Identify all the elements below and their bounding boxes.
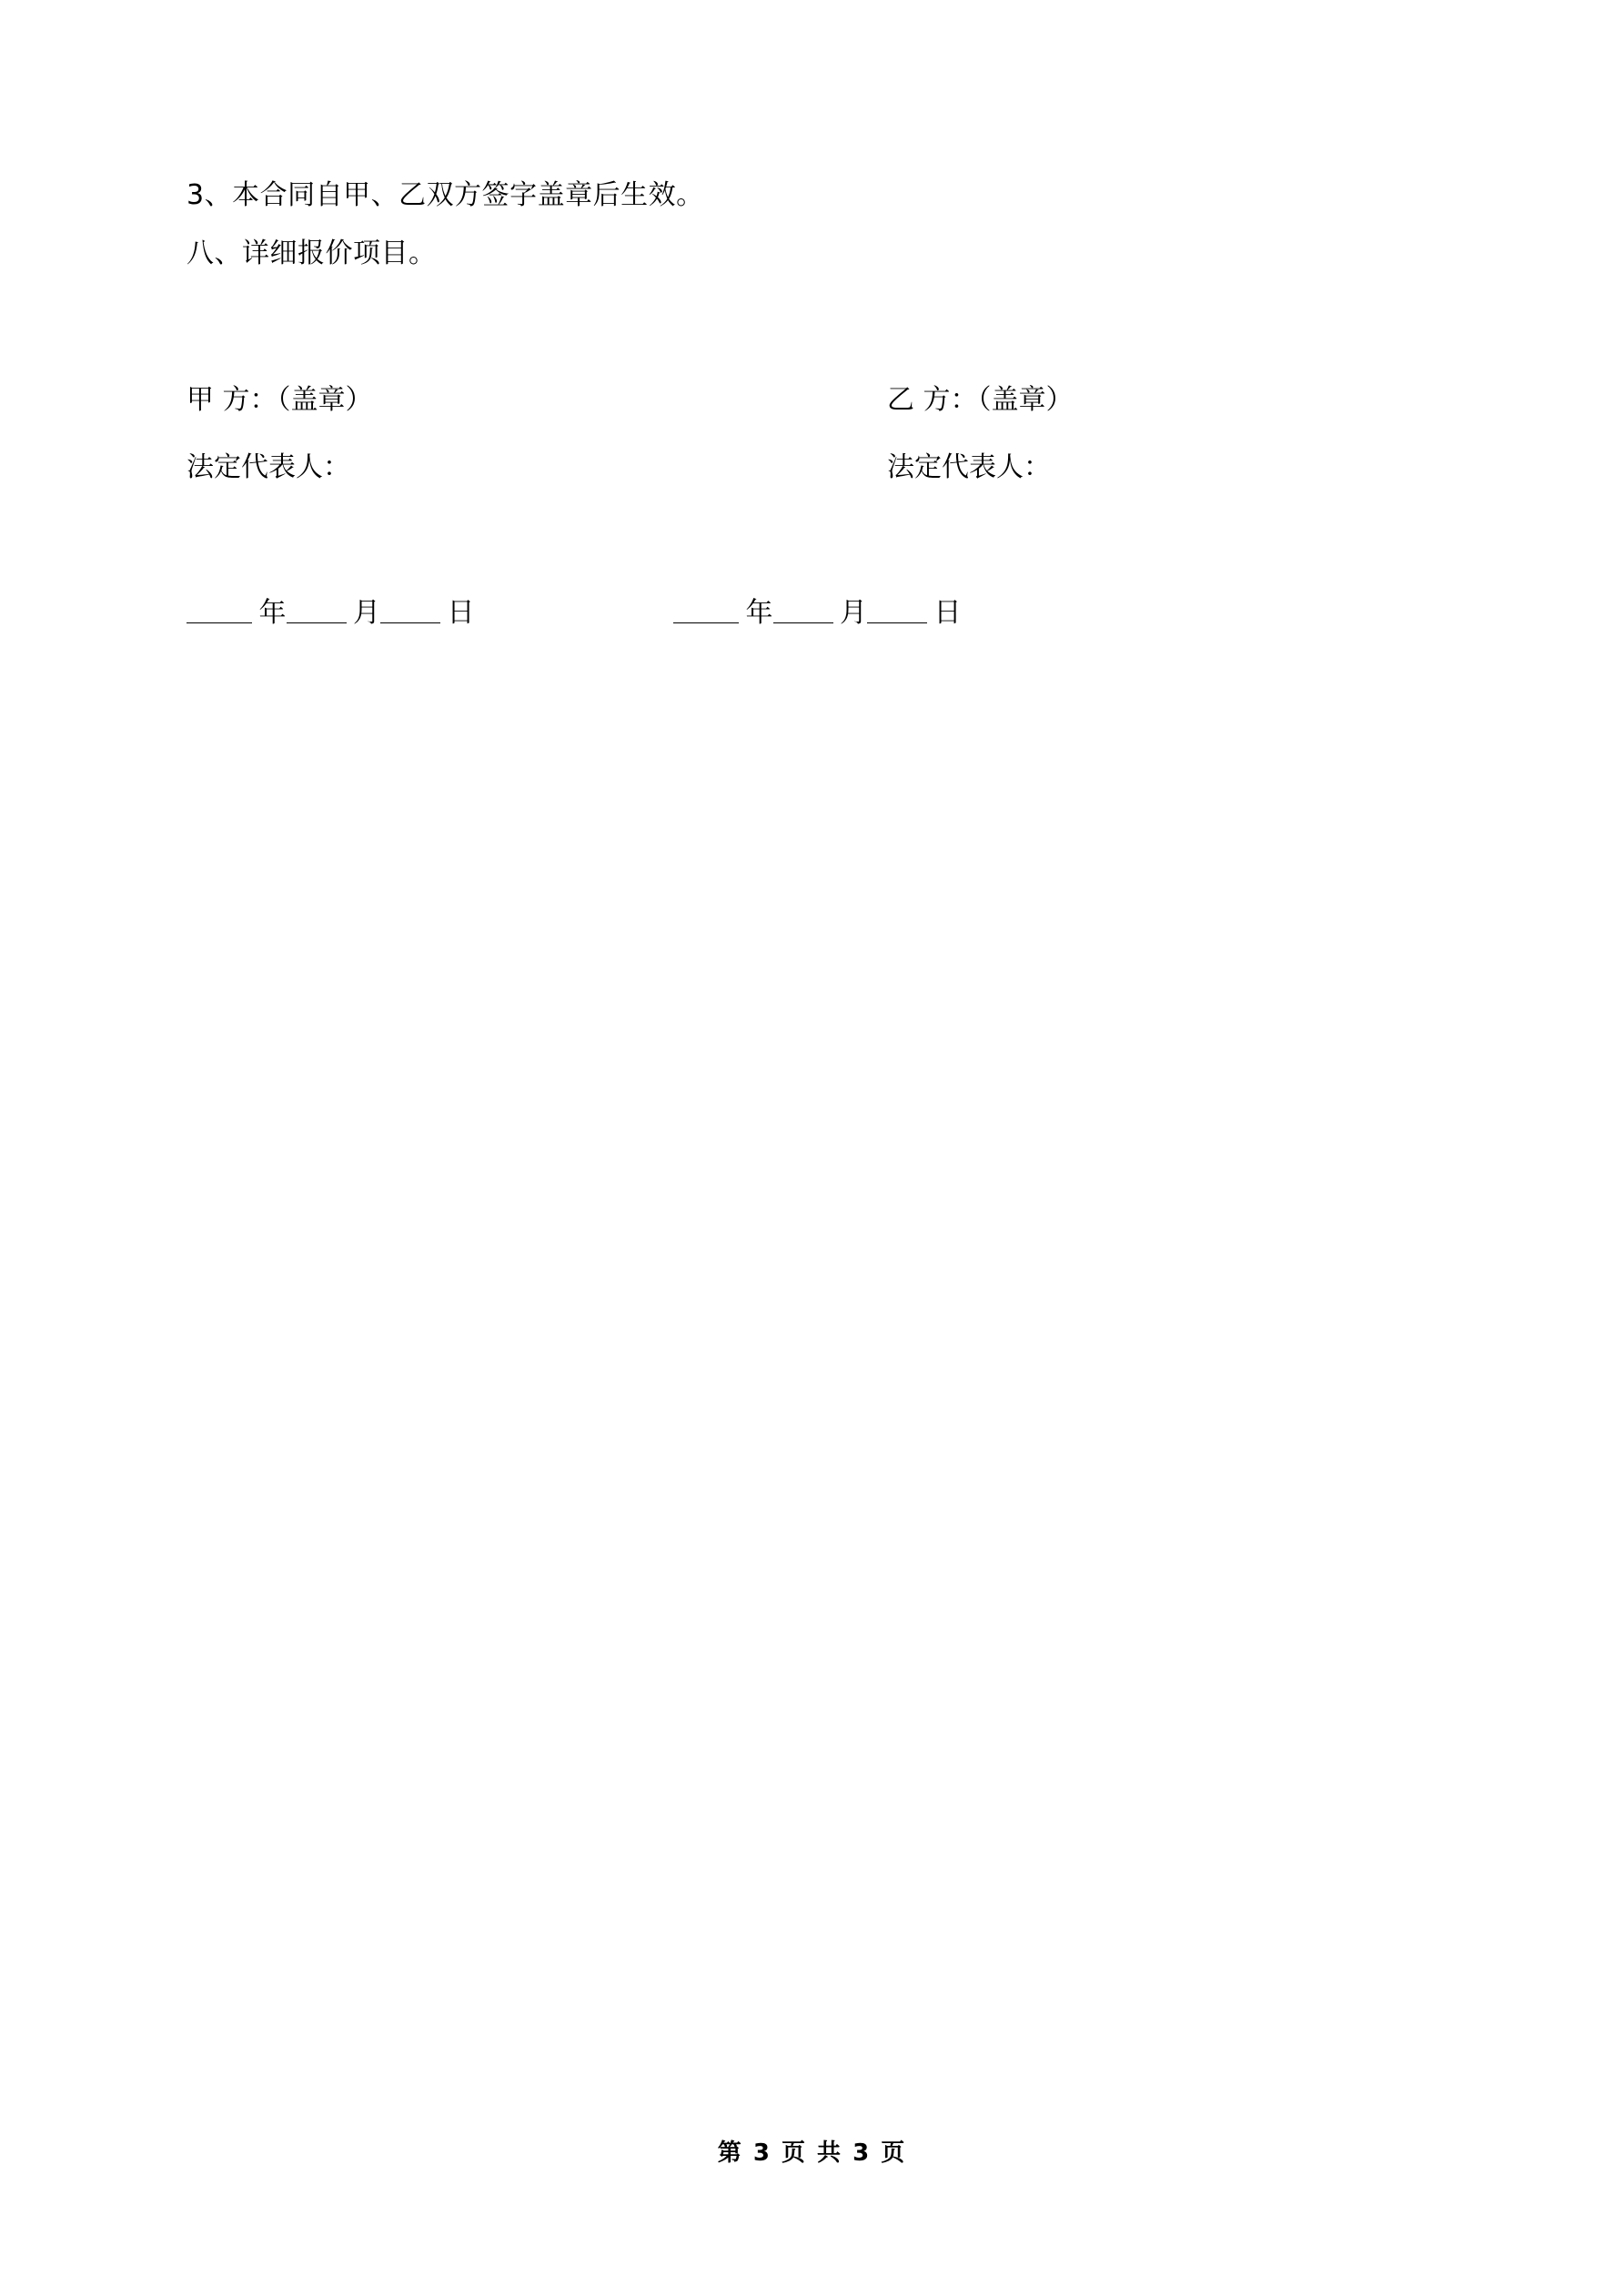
date-year-label-b: 年 <box>745 597 773 629</box>
date-year-blank-a <box>187 599 252 623</box>
paragraph-contract-effective: 3、本合同自甲、乙双方签字盖章后生效。 <box>187 179 704 211</box>
party-a-representative-label: 法定代表人： <box>187 451 350 483</box>
date-month-blank-a <box>287 599 347 623</box>
page-footer: 第 3 页 共 3 页 <box>717 2139 907 2167</box>
party-a-date-line <box>187 590 475 630</box>
date-year-blank-b <box>673 599 739 623</box>
party-a-seal-label: 甲 方：（盖章） <box>187 384 373 416</box>
date-month-blank-b <box>773 599 833 623</box>
signature-row-representatives <box>187 444 1442 502</box>
party-b-representative-label: 法定代表人： <box>887 451 1051 483</box>
party-b-date-line <box>673 590 962 630</box>
spacer <box>187 298 1442 377</box>
document-body <box>187 179 1442 641</box>
date-day-label-a: 日 <box>447 597 475 629</box>
date-row <box>187 590 1442 641</box>
date-month-label-b: 月 <box>840 597 867 629</box>
date-day-label-b: 日 <box>933 597 962 629</box>
party-b-seal-label: 乙 方：（盖章） <box>887 384 1074 416</box>
date-month-label-a: 月 <box>353 597 380 629</box>
date-day-blank-a <box>380 599 440 623</box>
paragraph-section-eight: 八、详细报价项目。 <box>187 238 437 269</box>
date-year-label-a: 年 <box>258 597 287 629</box>
signature-row-parties <box>187 377 1442 435</box>
date-day-blank-b <box>867 599 927 623</box>
